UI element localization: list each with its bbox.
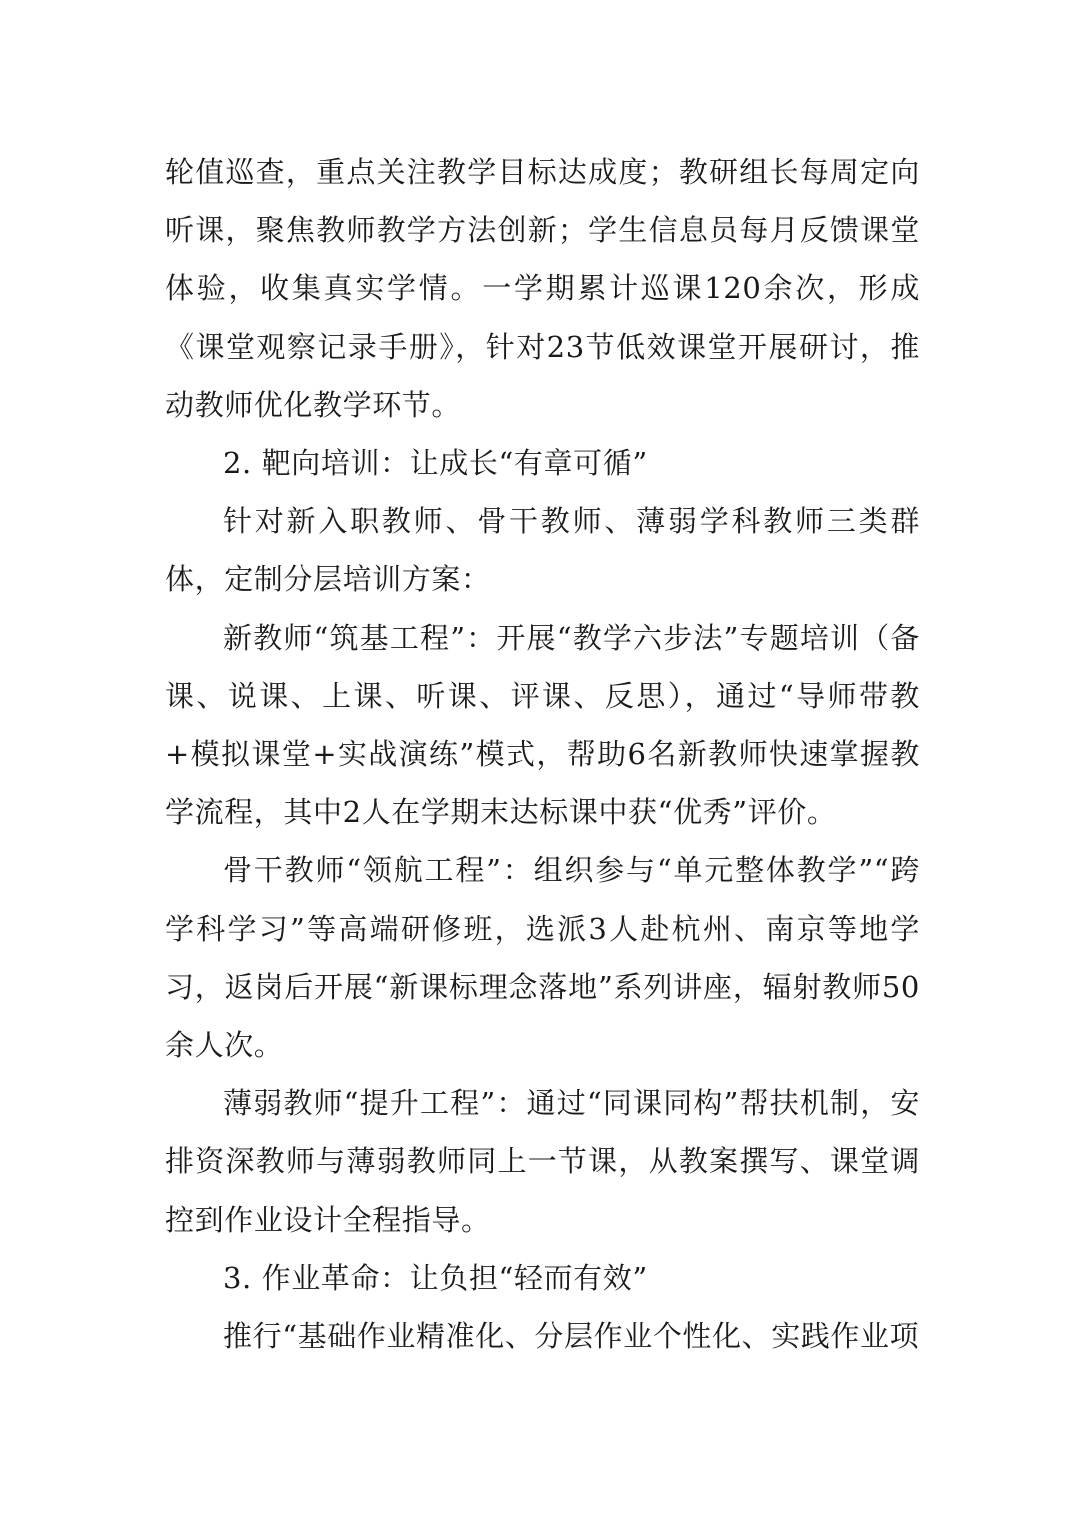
section-heading-targeted-training: 2. 靶向培训：让成长“有章可循” <box>223 446 648 481</box>
paragraph-classroom-patrol: 轮值巡查，重点关注教学目标达成度；教研组长每周定向听课，聚焦教师教学方法创新；学生信息员每月反馈课堂体验，收集真实学情。一学期累计巡课120余次，形成《课堂观察记录手册》，针对23节低效课堂开展研讨，推动教师优化教学环节。 <box>165 155 920 422</box>
section-heading-homework-reform: 3. 作业革命：让负担“轻而有效” <box>223 1260 648 1295</box>
paragraph-homework-policy: 推行“基础作业精准化、分层作业个性化、实践作业项 <box>223 1319 920 1354</box>
paragraph-backbone-teacher-program: 骨干教师“领航工程”：组织参与“单元整体教学”“跨学科学习”等高端研修班，选派3人赴杭州、南京等地学习，返岗后开展“新课标理念落地”系列讲座，辐射教师50余人次。 <box>165 853 920 1063</box>
document-body <box>165 143 920 1365</box>
paragraph-new-teacher-program: 新教师“筑基工程”：开展“教学六步法”专题培训（备课、说课、上课、听课、评课、反思），通过“导师带教+模拟课堂+实战演练”模式，帮助6名新教师快速掌握教学流程，其中2人在学期末达标课中获“优秀”评价。 <box>165 620 920 830</box>
paragraph-training-groups: 针对新入职教师、骨干教师、薄弱学科教师三类群体，定制分层培训方案： <box>165 504 920 597</box>
paragraph-weak-teacher-program: 薄弱教师“提升工程”：通过“同课同构”帮扶机制，安排资深教师与薄弱教师同上一节课，从教案撰写、课堂调控到作业设计全程指导。 <box>165 1086 920 1237</box>
